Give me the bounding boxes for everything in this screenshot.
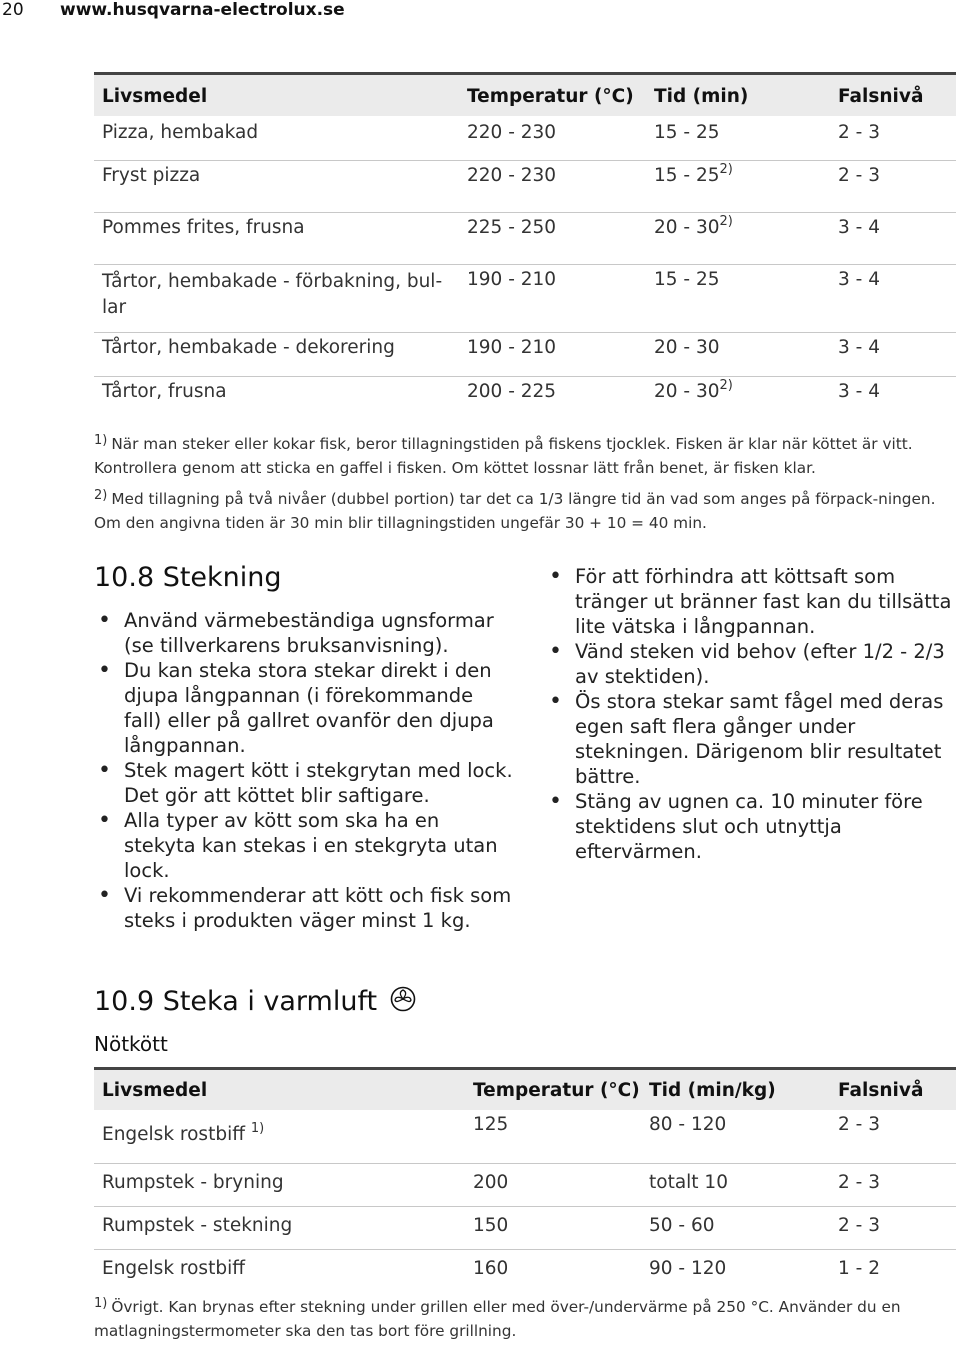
cell-level: 2 - 3 (838, 165, 880, 186)
bullet-list-right (545, 564, 957, 864)
list-item: • Alla typer av kött som ska ha en stekyta kan stekas i en stekgryta utan lock. (94, 808, 514, 883)
col-header-time: Tid (min) (654, 86, 749, 107)
cell-time: 50 - 60 (649, 1215, 715, 1236)
cell-level: 3 - 4 (838, 269, 880, 290)
table-row (94, 1111, 956, 1164)
cell-time: 15 - 25 (654, 269, 720, 290)
cell-food: Rumpstek - stekning (102, 1215, 293, 1236)
table-row (94, 161, 956, 213)
cell-level: 3 - 4 (838, 337, 880, 358)
cell-time: 80 - 120 (649, 1113, 727, 1135)
cell-food: Tårtor, hembakade - dekorering (102, 337, 395, 358)
subheading-notkott: Nötkött (94, 1032, 168, 1056)
fan-icon (390, 986, 416, 1019)
col-header-temperature: Temperatur (°C) (473, 1080, 640, 1101)
footnote-ref: 2) (719, 162, 733, 177)
table-row (94, 117, 956, 161)
table-row (94, 377, 956, 429)
list-item: • Stek magert kött i stekgrytan med lock. Det gör att köttet blir saftigare. (94, 758, 514, 808)
cell-food: Fryst pizza (102, 165, 201, 186)
roasting-table (94, 1067, 956, 1293)
col-header-food: Livsmedel (102, 86, 208, 107)
cell-level: 3 - 4 (838, 217, 880, 238)
cell-food: Tårtor, frusna (102, 381, 227, 402)
cell-temperature: 225 - 250 (467, 217, 557, 238)
cell-level: 2 - 3 (838, 1172, 880, 1193)
cell-time: 90 - 120 (649, 1258, 727, 1279)
table-row (94, 213, 956, 265)
list-item: • Ös stora stekar samt fågel med deras egen saft flera gånger under stekningen. Därigenom blir resultatet bättre. (545, 689, 957, 789)
cell-food: Engelsk rostbiff (102, 1258, 245, 1279)
cell-time: 20 - 30$^{2)}$ (654, 214, 733, 238)
cell-temperature: 150 (473, 1215, 509, 1236)
table-row (94, 265, 956, 333)
list-item: • Vi rekommenderar att kött och fisk som steks i produkten väger minst 1 kg. (94, 883, 514, 933)
table-header-row (94, 1069, 956, 1111)
cell-food: Pommes frites, frusna (102, 217, 305, 238)
cell-temperature: 220 - 230 (467, 121, 557, 143)
col-header-food: Livsmedel (102, 1080, 208, 1101)
table-row (94, 1164, 956, 1207)
cell-temperature: 190 - 210 (467, 269, 557, 290)
section-title-stekning: 10.8 Stekning (94, 562, 282, 593)
col-header-level: Falsnivå (838, 1080, 924, 1101)
cell-time: 20 - 30 (654, 337, 720, 358)
col-header-level: Falsnivå (838, 86, 924, 107)
cell-food: Rumpstek - bryning (102, 1172, 284, 1193)
cell-level: 3 - 4 (838, 381, 880, 402)
cell-temperature: 200 (473, 1172, 509, 1193)
table-row (94, 333, 956, 377)
footnote-ref: 2) (719, 214, 733, 229)
cell-time: 15 - 25$^{2)}$ (654, 162, 733, 186)
col-header-temperature: Temperatur (°C) (467, 86, 634, 107)
site-url: www.husqvarna-electrolux.se (60, 0, 345, 20)
cell-time: 15 - 25 (654, 121, 720, 143)
col-header-time: Tid (min/kg) (649, 1080, 776, 1101)
footnote: $^{2)}$ Med tillagning på två nivåer (dubbel portion) tar det ca 1/3 längre tid än vad som anges på förpack-ningen. Om den angivna tiden är 30 min blir tillagningstiden ungefär 30 + 10 = 40 min. (94, 488, 936, 532)
list-item: • Du kan steka stora stekar direkt i den djupa långpannan (i förekommande fall) eller på gallret ovanför den djupa långpannan. (94, 658, 514, 758)
cell-level: 1 - 2 (838, 1258, 880, 1279)
footnote-ref: 2) (719, 378, 733, 393)
cell-temperature: 220 - 230 (467, 165, 557, 186)
cell-time: 20 - 30$^{2)}$ (654, 378, 733, 402)
cell-level: 2 - 3 (838, 1215, 880, 1236)
page-number: 20 (2, 0, 24, 20)
bullet-list-left (94, 608, 514, 933)
table-row (94, 1250, 956, 1293)
cell-temperature: 125 (473, 1113, 509, 1135)
cell-time: totalt 10 (649, 1172, 728, 1193)
cooking-table (94, 72, 956, 429)
footnote: $^{1)}$ När man steker eller kokar fisk, beror tillagningstiden på fiskens tjocklek. Fisken är klar när köttet är vitt. Kontrollera genom att sticka en gaffel i fisken. Om köttet lossnar lätt från benet, är fisken klar. (94, 433, 913, 477)
cell-food: Pizza, hembakad (102, 121, 259, 143)
cell-temperature: 200 - 225 (467, 381, 557, 402)
cell-temperature: 190 - 210 (467, 337, 557, 358)
cell-food: Engelsk rostbiff $^{1)}$ (102, 1120, 265, 1145)
list-item: • För att förhindra att köttsaft som tränger ut bränner fast kan du tillsätta lite vätska i långpannan. (545, 564, 957, 639)
cell-temperature: 160 (473, 1258, 509, 1279)
cell-level: 2 - 3 (838, 121, 880, 143)
list-item: • Använd värmebeständiga ugnsformar (se tillverkarens bruksanvisning). (94, 608, 514, 658)
cell-food: Tårtor, hembakade - förbakning, bul-lar (102, 271, 443, 318)
table-footnotes (94, 433, 944, 534)
page-header (0, 0, 345, 20)
section-title-varmluft: 10.9 Steka i varmluft (94, 986, 416, 1019)
footnote-ref: 1) (250, 1120, 265, 1136)
cell-level: 2 - 3 (838, 1113, 880, 1135)
table-row (94, 1207, 956, 1250)
list-item: • Stäng av ugnen ca. 10 minuter före stektidens slut och utnyttja eftervärmen. (545, 789, 957, 864)
footnote: $^{1)}$ Övrigt. Kan brynas efter stekning under grillen eller med över-/undervärme på 250 °C. Använder du en matlagningstermometer ska den tas bort före grillning. (94, 1296, 901, 1340)
table-header-row (94, 74, 956, 117)
table-footnotes-2 (94, 1296, 956, 1342)
list-item: • Vänd steken vid behov (efter 1/2 - 2/3 av stektiden). (545, 639, 957, 689)
